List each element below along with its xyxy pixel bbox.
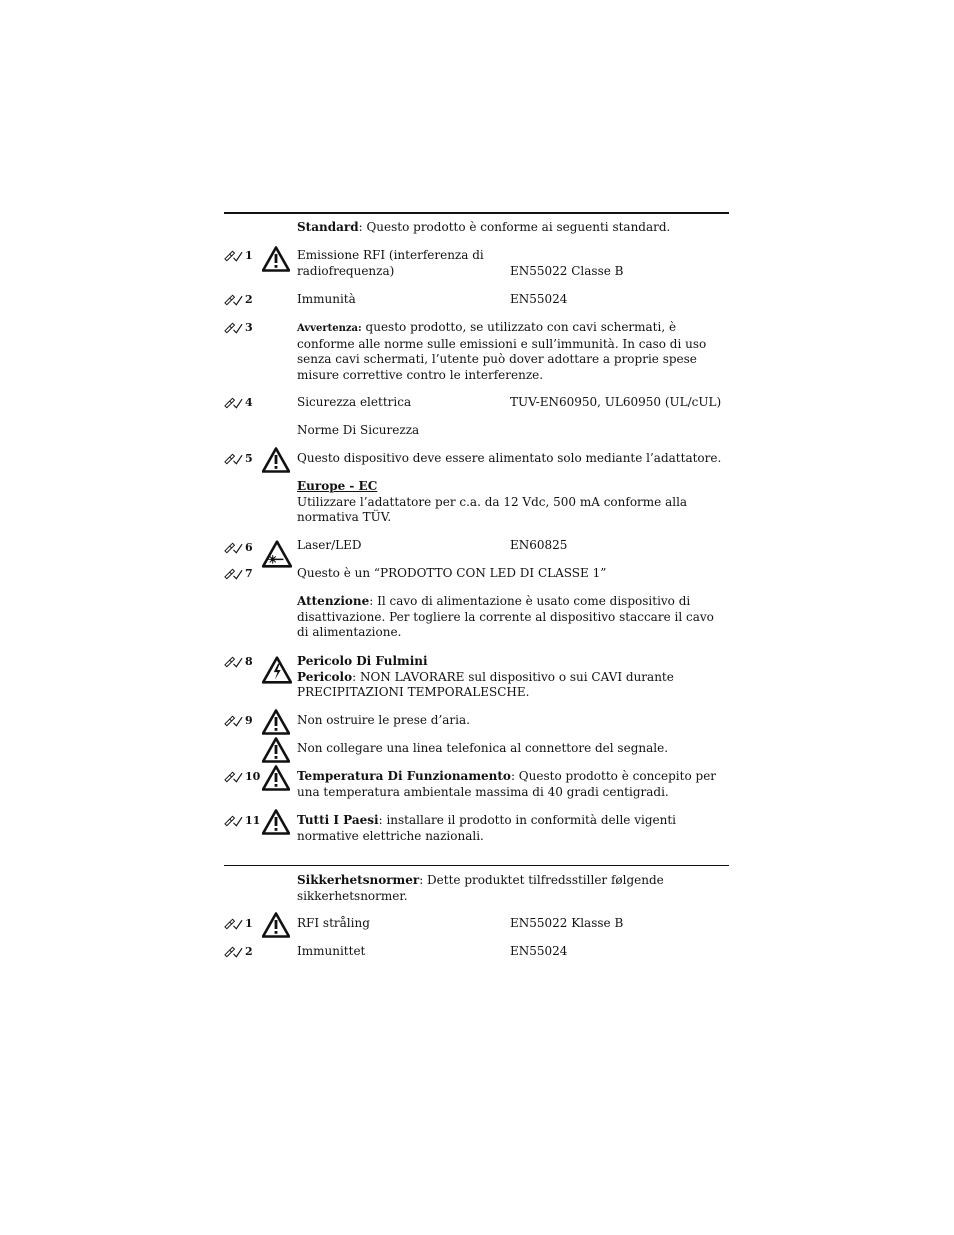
warning-triangle-icon — [262, 447, 290, 473]
pencil-check-icon — [224, 771, 243, 783]
laser-warning-icon — [262, 540, 292, 568]
warning-triangle-icon — [262, 737, 290, 763]
warning-triangle-icon — [262, 246, 290, 272]
item-marker: 11 — [224, 813, 264, 829]
item-marker: 10 — [224, 769, 264, 785]
pencil-check-icon — [224, 568, 243, 580]
warning-triangle-icon — [262, 809, 290, 835]
item-marker: 2 — [224, 944, 264, 960]
item-marker: 5 — [224, 451, 264, 467]
pencil-check-icon — [224, 946, 243, 958]
pencil-check-icon — [224, 542, 243, 554]
pencil-check-icon — [224, 250, 243, 262]
lightning-warning-icon — [262, 656, 292, 684]
pencil-check-icon — [224, 815, 243, 827]
item-marker: 4 — [224, 395, 264, 411]
pencil-check-icon — [224, 322, 243, 334]
section-rule-norwegian — [224, 865, 729, 866]
item-marker: 6 — [224, 540, 264, 556]
pencil-check-icon — [224, 294, 243, 306]
item-marker: 9 — [224, 713, 264, 729]
pencil-check-icon — [224, 715, 243, 727]
item-marker: 1 — [224, 916, 264, 932]
section-rule-italian — [224, 212, 729, 214]
warning-triangle-icon — [262, 912, 290, 938]
pencil-check-icon — [224, 397, 243, 409]
item-marker: 8 — [224, 654, 264, 670]
pencil-check-icon — [224, 453, 243, 465]
item-marker: 3 — [224, 320, 264, 336]
pencil-check-icon — [224, 918, 243, 930]
warning-triangle-icon — [262, 709, 290, 735]
pencil-check-icon — [224, 656, 243, 668]
item-marker: 2 — [224, 292, 264, 308]
warning-triangle-icon — [262, 765, 290, 791]
item-marker: 1 — [224, 248, 264, 264]
item-marker: 7 — [224, 566, 264, 582]
